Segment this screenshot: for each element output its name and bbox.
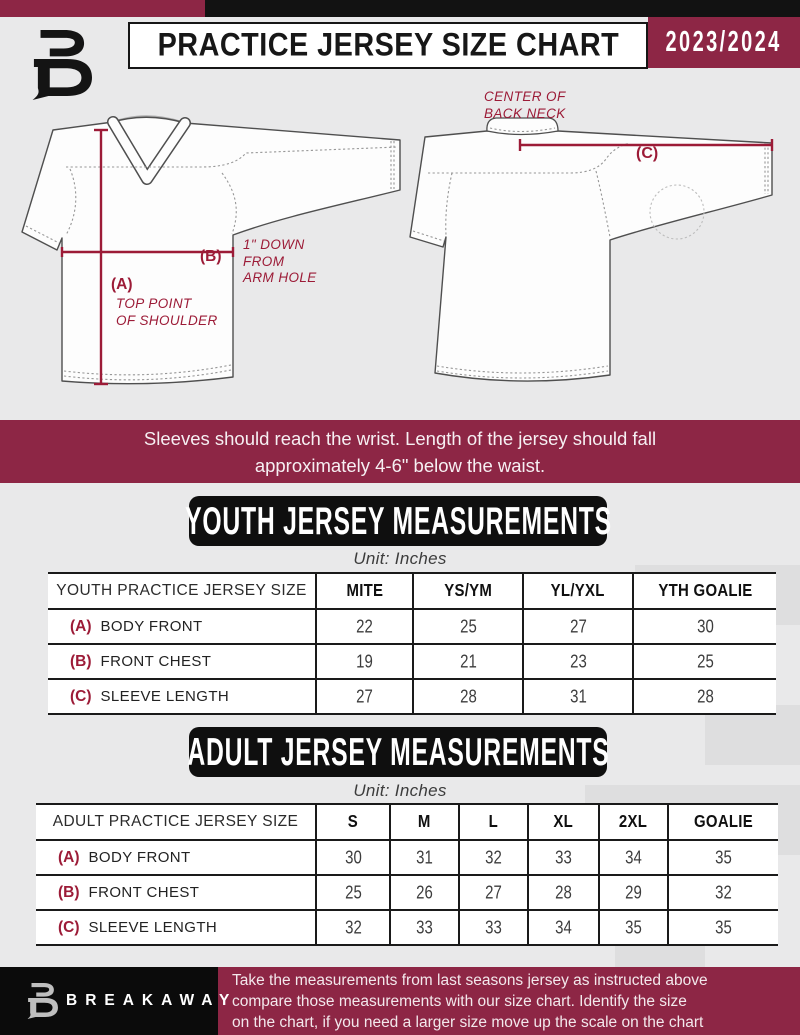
- row-key: (A): [70, 617, 92, 635]
- table-row: [48, 609, 776, 644]
- cell-value: 27: [485, 881, 502, 903]
- adult-col-header-3: L: [459, 804, 528, 840]
- adult-section-title: ADULT JERSEY MEASUREMENTS: [186, 729, 610, 774]
- footer-line3: on the chart, if you need a larger size move up the scale on the chart: [232, 1013, 704, 1031]
- cell-value: 30: [696, 615, 714, 637]
- cell-value: 32: [485, 846, 502, 868]
- table-row: [36, 910, 778, 945]
- youth-section-title: YOUTH JERSEY MEASUREMENTS: [184, 498, 612, 543]
- cell-value: 28: [555, 881, 572, 903]
- cell-value: 19: [356, 650, 373, 672]
- cell-value: 30: [344, 846, 362, 868]
- row-label: FRONT CHEST: [88, 883, 200, 901]
- cell-value: 25: [459, 615, 477, 637]
- cell-value: 31: [416, 846, 433, 868]
- row-label: BODY FRONT: [100, 617, 203, 635]
- cell-value: 33: [555, 846, 572, 868]
- cell-value: 32: [715, 881, 732, 903]
- page-title-box: [128, 22, 648, 69]
- cell-value: 22: [356, 615, 373, 637]
- cell-value: 32: [344, 916, 362, 938]
- youth-col-header-3: YL/YXL: [523, 573, 633, 609]
- cell-value: 26: [416, 881, 433, 903]
- table-row: [48, 679, 776, 714]
- season-label: 2023/2024: [665, 25, 783, 59]
- fit-note-line2: approximately 4-6" below the waist.: [254, 454, 546, 476]
- adult-table-header-row: [36, 804, 778, 840]
- adult-col-header-0: ADULT PRACTICE JERSEY SIZE: [36, 804, 316, 840]
- cell-value: 34: [625, 846, 642, 868]
- row-key: (C): [70, 687, 92, 705]
- adult-section-title-bar: [186, 727, 610, 777]
- footer-line2: compare those measurements with our size chart. Identify the size: [232, 992, 687, 1010]
- measurement-b-key: (B): [200, 248, 222, 265]
- row-key: (B): [70, 652, 92, 670]
- cell-value: 27: [356, 685, 373, 707]
- cell-value: 31: [569, 685, 587, 707]
- cell-value: 29: [625, 881, 642, 903]
- page-title: PRACTICE JERSEY SIZE CHART: [157, 27, 619, 63]
- adult-size-table: [36, 803, 778, 946]
- row-label: SLEEVE LENGTH: [88, 918, 218, 936]
- fit-note-banner: [0, 420, 800, 483]
- adult-col-header-2: M: [390, 804, 459, 840]
- adult-col-header-6: GOALIE: [668, 804, 778, 840]
- fit-note-line1: Sleeves should reach the wrist. Length of the jersey should fall: [143, 427, 657, 449]
- table-row: [48, 644, 776, 679]
- adult-col-header-5: 2XL: [599, 804, 668, 840]
- season-badge: [648, 17, 800, 68]
- measurement-a-desc: TOP POINT OF SHOULDER: [116, 296, 218, 328]
- footer-instructions: [218, 967, 800, 1035]
- row-label: BODY FRONT: [88, 848, 191, 866]
- cell-value: 33: [416, 916, 433, 938]
- center-back-neck-label: CENTER OF BACK NECK: [484, 89, 566, 121]
- row-label: FRONT CHEST: [100, 652, 212, 670]
- row-key: (C): [58, 918, 80, 936]
- row-label: SLEEVE LENGTH: [100, 687, 230, 705]
- table-row: [36, 875, 778, 910]
- measurement-a-key: (A): [111, 276, 133, 293]
- breakaway-logo-footer-icon: [24, 981, 58, 1019]
- youth-size-table: [48, 572, 776, 715]
- youth-col-header-2: YS/YM: [413, 573, 523, 609]
- youth-col-header-0: YOUTH PRACTICE JERSEY SIZE: [48, 573, 316, 609]
- row-key: (A): [58, 848, 80, 866]
- cell-value: 33: [485, 916, 502, 938]
- youth-section-title-bar: [184, 496, 612, 546]
- cell-value: 21: [459, 650, 477, 672]
- adult-unit-label: Unit: Inches: [353, 781, 447, 800]
- measurement-c-key: (C): [636, 145, 659, 162]
- youth-unit-label: Unit: Inches: [353, 549, 447, 568]
- back-jersey-diagram: [400, 85, 800, 400]
- adult-col-header-4: XL: [528, 804, 599, 840]
- cell-value: 27: [569, 615, 587, 637]
- cell-value: 28: [459, 685, 477, 707]
- youth-col-header-1: MITE: [316, 573, 413, 609]
- table-row: [36, 840, 778, 875]
- measurement-b-desc: 1" DOWN FROM ARM HOLE: [243, 237, 317, 285]
- adult-col-header-1: S: [316, 804, 390, 840]
- cell-value: 28: [696, 685, 714, 707]
- row-key: (B): [58, 883, 80, 901]
- youth-table-header-row: [48, 573, 776, 609]
- top-strip-maroon: [0, 0, 205, 17]
- cell-value: 35: [625, 916, 642, 938]
- footer-line1: Take the measurements from last seasons jersey as instructed above: [232, 971, 708, 989]
- cell-value: 35: [715, 846, 732, 868]
- top-strip-black: [205, 0, 800, 17]
- cell-value: 23: [569, 650, 587, 672]
- breakaway-logo-icon: [26, 26, 92, 100]
- youth-col-header-4: YTH GOALIE: [633, 573, 776, 609]
- cell-value: 35: [715, 916, 732, 938]
- cell-value: 25: [696, 650, 714, 672]
- cell-value: 25: [344, 881, 362, 903]
- cell-value: 34: [555, 916, 572, 938]
- brand-wordmark: BREAKAWAY: [66, 992, 238, 1009]
